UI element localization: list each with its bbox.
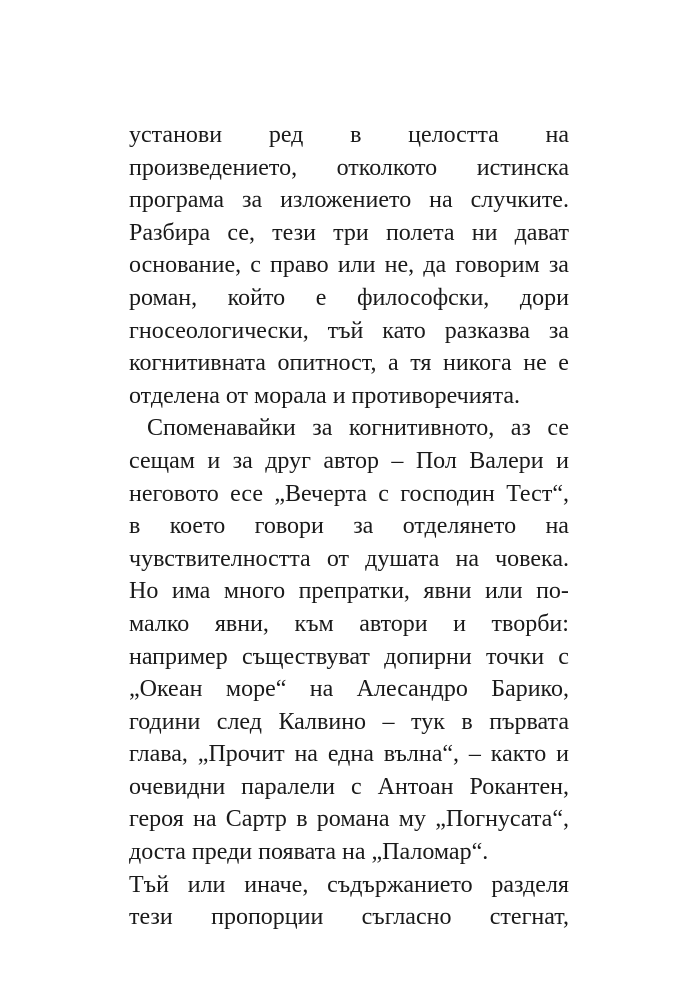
word: говорим [455, 252, 540, 279]
word: тези [129, 904, 173, 931]
word: точки [485, 643, 545, 670]
word: за [241, 187, 263, 214]
word: да [423, 252, 447, 279]
word: душата [365, 545, 440, 572]
word: – [382, 708, 395, 735]
text-line [129, 771, 569, 804]
word: Сартр [225, 806, 287, 833]
word: Алесандро [356, 676, 468, 703]
word: една [327, 741, 374, 768]
word: автори [359, 610, 428, 637]
word: Тъй [129, 871, 169, 898]
text-line [129, 673, 569, 706]
word: на [545, 122, 569, 148]
word: на [455, 545, 479, 572]
text-line [129, 315, 569, 348]
word: Споменавайки [147, 415, 296, 442]
word: с [378, 480, 389, 507]
word: например [129, 643, 228, 670]
word: за [548, 252, 569, 279]
word: допирни [384, 643, 472, 670]
word: в [350, 122, 362, 148]
text-line [129, 119, 569, 152]
body-text [129, 119, 569, 934]
word: ред [268, 122, 304, 148]
word: иначе, [244, 871, 309, 898]
word: в [461, 708, 473, 735]
word: автор [323, 447, 379, 474]
word: философски, [356, 284, 490, 311]
word: не, [384, 252, 415, 279]
word: към [294, 610, 334, 637]
word: когнитивната [129, 350, 266, 377]
word: случките. [470, 187, 569, 214]
word: Барико, [491, 676, 569, 703]
word: програма [129, 187, 225, 214]
word: е [558, 350, 569, 377]
word: ни [471, 219, 498, 246]
text-line: отделена от морала и противоречията. [129, 382, 521, 409]
word: на [429, 187, 453, 214]
word: есе [230, 480, 263, 507]
word: глава, [129, 741, 188, 768]
word: с [350, 773, 362, 800]
word: опитност, [277, 350, 377, 377]
word: за [232, 447, 253, 474]
word: първата [489, 708, 569, 735]
word: и [556, 741, 569, 768]
word: отделянето [402, 513, 517, 540]
word: малко [129, 610, 190, 637]
word: или [484, 578, 523, 605]
word: паралели [241, 773, 335, 800]
word: съществуват [241, 643, 370, 670]
word: на [193, 806, 217, 833]
word: вълна“, [383, 741, 460, 768]
word: гносеологически, [129, 317, 309, 344]
word: му [398, 806, 426, 833]
text-line [129, 641, 569, 674]
word: господин [400, 480, 495, 507]
word: на [309, 676, 334, 703]
word: право [270, 252, 329, 279]
text-line [129, 575, 569, 608]
word: в [129, 513, 141, 540]
text-line [129, 803, 569, 836]
word: произведението, [129, 154, 298, 181]
word: за [548, 317, 569, 344]
word: очевидни [129, 773, 226, 800]
word: или [337, 252, 376, 279]
word: дават [514, 219, 569, 246]
word: на [545, 513, 569, 540]
word: Калвино [278, 708, 367, 735]
word: истинска [476, 154, 569, 181]
word: в [296, 806, 308, 833]
word: когнитивното, [348, 415, 495, 442]
word: с [250, 252, 261, 279]
word: „Погнусата“, [435, 806, 569, 833]
word: като [382, 317, 426, 344]
word: стегнат, [489, 904, 569, 931]
word: за [312, 415, 333, 442]
text-line [129, 869, 569, 902]
text-line [129, 347, 569, 380]
word: а [388, 350, 399, 377]
word: романа [316, 806, 390, 833]
text-line [129, 445, 569, 478]
word: полета [385, 219, 455, 246]
word: целостта [408, 122, 499, 148]
word: явни [423, 578, 472, 605]
text-line [129, 478, 569, 511]
word: на [294, 741, 318, 768]
word: с [558, 643, 569, 670]
word: разделя [491, 871, 569, 898]
word: години [129, 708, 201, 735]
word: пропорции [211, 904, 324, 931]
text-line [129, 152, 569, 185]
word: – [391, 447, 404, 474]
word: изложението [280, 187, 412, 214]
word: Тест“, [506, 480, 569, 507]
text-line [129, 738, 569, 771]
word: съгласно [361, 904, 452, 931]
word: много [223, 578, 286, 605]
word: за [353, 513, 374, 540]
word: не [523, 350, 547, 377]
word: Но [129, 578, 159, 605]
word: препратки, [298, 578, 410, 605]
word: Валери [469, 447, 544, 474]
text-line [129, 184, 569, 217]
word: тези [272, 219, 316, 246]
text-line: доста преди появата на „Паломар“. [129, 839, 489, 866]
word: разказва [444, 317, 530, 344]
text-line [129, 706, 569, 739]
word: неговото [129, 480, 219, 507]
word: дори [519, 284, 569, 311]
text-line [129, 412, 569, 445]
word: се [547, 415, 569, 442]
word: говори [254, 513, 324, 540]
word: друг [265, 447, 311, 474]
word: „Океан [129, 676, 203, 703]
word: има [171, 578, 211, 605]
word: тя [410, 350, 432, 377]
text-line [129, 901, 569, 934]
word: творби: [491, 610, 569, 637]
word: „Вечерта [274, 480, 367, 507]
word: се, [227, 219, 255, 246]
word: съдържанието [327, 871, 473, 898]
word: Антоан [377, 773, 454, 800]
word: което [169, 513, 226, 540]
text-line [129, 543, 569, 576]
word: след [216, 708, 262, 735]
word: установи [129, 122, 223, 148]
word: три [333, 219, 369, 246]
text-line [129, 282, 569, 315]
word: чувствителността [129, 545, 311, 572]
text-line [129, 217, 569, 250]
text-line [129, 249, 569, 282]
word: е [315, 284, 327, 311]
word: както [490, 741, 547, 768]
word: „Прочит [197, 741, 285, 768]
word: аз [510, 415, 531, 442]
word: или [187, 871, 226, 898]
word: – [468, 741, 481, 768]
word: тъй [327, 317, 364, 344]
word: основание, [129, 252, 242, 279]
word: тук [411, 708, 445, 735]
word: героя [129, 806, 184, 833]
word: Пол [415, 447, 457, 474]
word: море“ [225, 676, 287, 703]
text-line [129, 510, 569, 543]
word: и [453, 610, 467, 637]
word: сещам [129, 447, 195, 474]
text-line [129, 608, 569, 641]
word: и [556, 447, 569, 474]
word: Разбира [129, 219, 211, 246]
word: отколкото [336, 154, 438, 181]
word: и [207, 447, 221, 474]
word: Рокантен, [469, 773, 569, 800]
word: който [227, 284, 286, 311]
word: по- [536, 578, 569, 605]
word: роман, [129, 284, 198, 311]
word: никога [443, 350, 512, 377]
word: явни, [214, 610, 269, 637]
word: от [326, 545, 350, 572]
word: човека. [495, 545, 569, 572]
